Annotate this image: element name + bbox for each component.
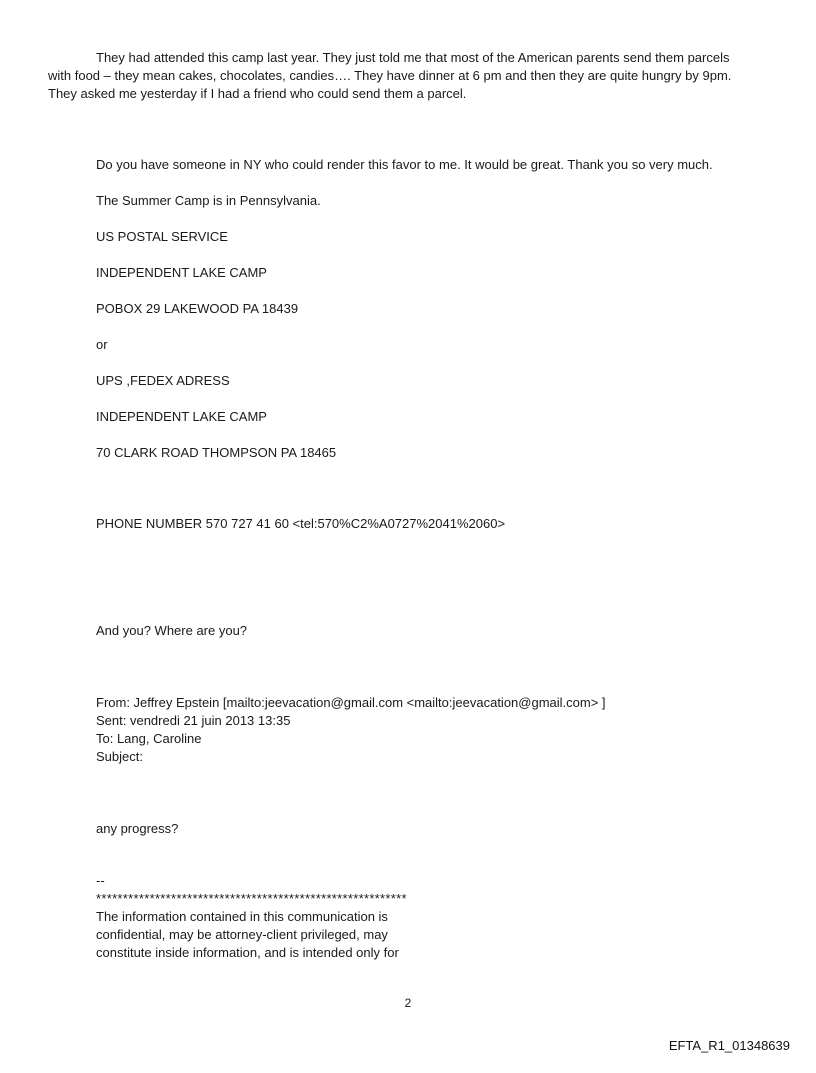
email-from: From: Jeffrey Epstein [mailto:jeevacation@gmail.com <mailto:jeevacation@gmail.com> ] [96,695,606,710]
intro-line-2: with food – they mean cakes, chocolates, candies…. They have dinner at 6 pm and then they are quite hungry by 9pm. [48,68,732,83]
page-number: 2 [404,996,412,1010]
phone-number: PHONE NUMBER 570 727 41 60 <tel:570%C2%A0727%2041%2060> [96,516,506,531]
intro-line-3: They asked me yesterday if I had a friend who could send them a parcel. [48,86,467,101]
question-text: And you? Where are you? [96,623,248,638]
disclaimer-line-1: The information contained in this communication is [96,909,388,924]
courier-label: UPS ,FEDEX ADRESS [96,373,230,388]
message-text: any progress? [96,821,179,836]
postal-address: POBOX 29 LAKEWOOD PA 18439 [96,301,299,316]
signature-stars: ********************************************************** [96,891,407,906]
email-sent: Sent: vendredi 21 juin 2013 13:35 [96,713,291,728]
intro-paragraph [48,49,788,103]
courier-address: 70 CLARK ROAD THOMPSON PA 18465 [96,445,337,460]
disclaimer-line-2: confidential, may be attorney-client privileged, may [96,927,388,942]
document-id: EFTA_R1_01348639 [668,1038,790,1053]
disclaimer-line-3: constitute inside information, and is intended only for [96,945,399,960]
courier-name: INDEPENDENT LAKE CAMP [96,409,267,424]
camp-location: The Summer Camp is in Pennsylvania. [96,193,321,208]
postal-name: INDEPENDENT LAKE CAMP [96,265,267,280]
intro-line-1: They had attended this camp last year. They just told me that most of the American parents send them parcels [96,50,730,65]
signature-dashes: -- [96,873,105,888]
postal-label: US POSTAL SERVICE [96,229,228,244]
or-text: or [96,337,108,352]
favor-request: Do you have someone in NY who could render this favor to me. It would be great. Thank you so very much. [96,157,713,172]
email-subject: Subject: [96,749,143,764]
email-to: To: Lang, Caroline [96,731,202,746]
